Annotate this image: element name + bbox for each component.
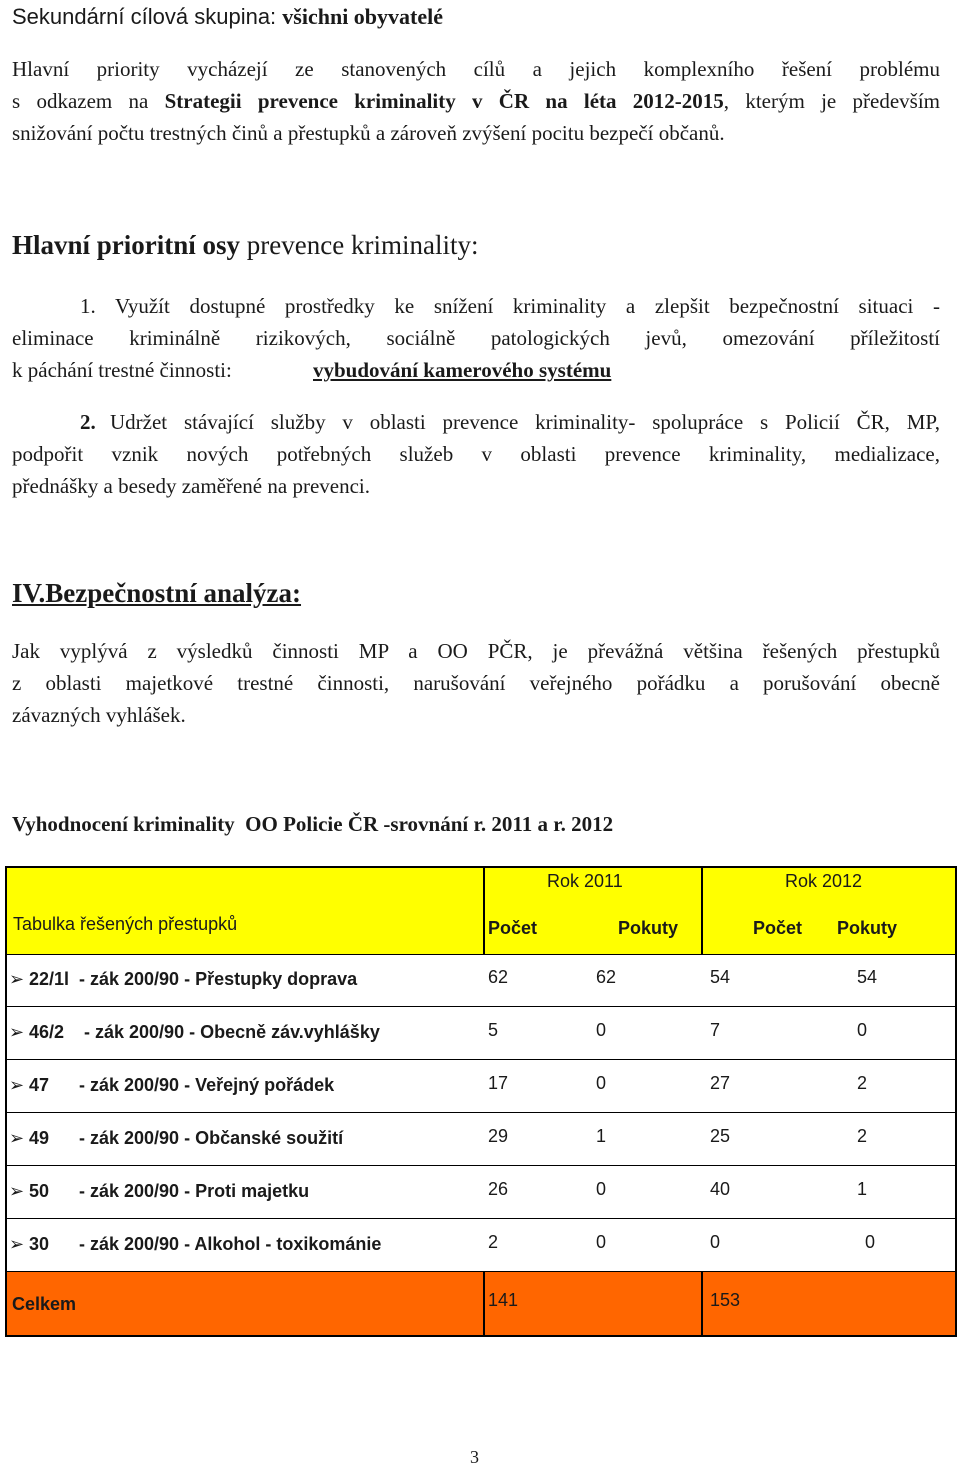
row-label <box>29 1075 334 1096</box>
axes-heading-normal: prevence kriminality: <box>246 230 479 260</box>
row-label <box>29 1234 381 1255</box>
row-2011-fines: 0 <box>596 1232 607 1252</box>
row-label <box>29 969 357 990</box>
row-2011-fines: 1 <box>596 1126 607 1146</box>
row-separator <box>7 1059 955 1060</box>
table-label: Tabulka řešených přestupků <box>13 914 238 934</box>
total-2012: 153 <box>710 1290 741 1310</box>
year-2012-header: Rok 2012 <box>785 871 863 891</box>
row-2011-count: 62 <box>488 967 509 987</box>
row-2012-fines: 0 <box>857 1020 868 1040</box>
row-code: 46/2 <box>29 1022 65 1042</box>
row-2011-fines: 62 <box>596 967 617 987</box>
header-separator <box>7 954 955 955</box>
row-2012-count: 40 <box>710 1179 731 1199</box>
page-number: 3 <box>470 1447 479 1467</box>
row-text: - zák 200/90 - Přestupky doprava <box>79 969 358 989</box>
row-2012-count: 54 <box>710 967 731 987</box>
total-row <box>7 1272 955 1335</box>
row-2012-count: 25 <box>710 1126 731 1146</box>
row-code: 50 <box>29 1181 50 1201</box>
offense-table <box>5 866 957 1337</box>
count-2012-header: Počet <box>753 918 803 938</box>
camera-system-link: vybudování kamerového systému <box>313 358 612 382</box>
intro-line-1: Hlavní priority vycházejí ze stanovených cílů a jejich komplexního řešení problému <box>12 57 940 81</box>
row-arrow-icon: ➢ <box>9 969 25 990</box>
strategy-name: Strategii prevence kriminality v ČR na léta 2012-2015 <box>164 89 724 113</box>
fines-2011-header: Pokuty <box>618 918 679 938</box>
row-2011-count: 29 <box>488 1126 509 1146</box>
row-2011-count: 17 <box>488 1073 509 1093</box>
row-label <box>29 1181 309 1202</box>
row-label <box>29 1022 380 1043</box>
row-label <box>29 1128 343 1149</box>
row-2012-fines: 54 <box>857 967 878 987</box>
row-2012-count: 0 <box>710 1232 721 1252</box>
fines-2012-header: Pokuty <box>837 918 898 938</box>
row-separator <box>7 1165 955 1166</box>
intro-line-2-pre: s odkazem na <box>12 89 165 113</box>
item2-number: 2. <box>80 410 96 434</box>
item2-line-3: přednášky a besedy zaměřené na prevenci. <box>12 474 370 498</box>
row-text: - zák 200/90 - Proti majetku <box>79 1181 310 1201</box>
row-2011-count: 26 <box>488 1179 509 1199</box>
count-2011-header: Počet <box>488 918 538 938</box>
row-arrow-icon: ➢ <box>9 1128 25 1149</box>
row-text: - zák 200/90 - Obecně záv.vyhlášky <box>79 1022 380 1042</box>
item1-line-3: k páchání trestné činnosti: <box>12 358 232 382</box>
total-label: Celkem <box>12 1294 77 1314</box>
row-2012-count: 27 <box>710 1073 731 1093</box>
axes-heading <box>12 230 478 261</box>
row-2012-fines: 0 <box>865 1232 876 1252</box>
row-separator <box>7 1112 955 1113</box>
row-2012-fines: 2 <box>857 1126 868 1146</box>
total-2011: 141 <box>488 1290 519 1310</box>
axes-heading-bold: Hlavní prioritní osy <box>12 230 247 260</box>
section-iv-line-2: z oblasti majetkové trestné činnosti, narušování veřejného pořádku a porušování obecně <box>12 671 940 695</box>
row-code: 47 <box>29 1075 50 1095</box>
row-2011-fines: 0 <box>596 1073 607 1093</box>
secondary-target-line <box>12 4 443 30</box>
intro-line-3: snižování počtu trestných činů a přestupků a zároveň zvýšení pocitu bezpečí občanů. <box>12 121 725 145</box>
row-arrow-icon: ➢ <box>9 1234 25 1255</box>
item1-line-2: eliminace kriminálně rizikových, sociálně patologických jevů, omezování příležitostí <box>12 326 940 350</box>
total-divider-1 <box>483 1272 485 1335</box>
row-2011-count: 2 <box>488 1232 499 1252</box>
section-iv-line-1: Jak vyplývá z výsledků činnosti MP a OO PČR, je převážná většina řešených přestupků <box>12 639 940 663</box>
section-iv-title: IV.Bezpečnostní analýza: <box>12 578 302 608</box>
section-iv-line-3: závazných vyhlášek. <box>12 703 186 727</box>
row-arrow-icon: ➢ <box>9 1181 25 1202</box>
row-2011-fines: 0 <box>596 1020 607 1040</box>
header-divider-1 <box>483 868 485 954</box>
row-code: 30 <box>29 1234 50 1254</box>
row-2012-count: 7 <box>710 1020 721 1040</box>
row-arrow-icon: ➢ <box>9 1022 25 1043</box>
row-arrow-icon: ➢ <box>9 1075 25 1096</box>
secondary-value: všichni obyvatelé <box>282 4 444 29</box>
total-divider-2 <box>701 1272 703 1335</box>
year-2011-header: Rok 2011 <box>547 871 623 891</box>
row-text: - zák 200/90 - Alkohol - toxikománie <box>79 1234 382 1254</box>
row-2011-count: 5 <box>488 1020 499 1040</box>
table-header-label-cell <box>7 868 483 954</box>
row-2011-fines: 0 <box>596 1179 607 1199</box>
row-2012-fines: 2 <box>857 1073 868 1093</box>
secondary-label: Sekundární cílová skupina: <box>12 4 283 29</box>
row-text: - zák 200/90 - Občanské soužití <box>79 1128 344 1148</box>
intro-line-2 <box>12 85 940 117</box>
row-separator <box>7 1218 955 1219</box>
item1-line-1: 1. Využít dostupné prostředky ke snížení kriminality a zlepšit bezpečnostní situaci - <box>80 294 940 318</box>
row-separator <box>7 1006 955 1007</box>
row-code: 49 <box>29 1128 50 1148</box>
row-text: - zák 200/90 - Veřejný pořádek <box>79 1075 335 1095</box>
row-2012-fines: 1 <box>857 1179 868 1199</box>
table-heading: Vyhodnocení kriminality OO Policie ČR -srovnání r. 2011 a r. 2012 <box>12 812 614 836</box>
intro-line-2-post: , kterým je především <box>723 89 940 113</box>
row-code: 22/1l <box>29 969 70 989</box>
header-divider-2 <box>701 868 703 954</box>
item2-line-2: podpořit vznik nových potřebných služeb v oblasti prevence kriminality, medializace, <box>12 442 940 466</box>
item2-line-1: Udržet stávající služby v oblasti prevence kriminality- spolupráce s Policií ČR, MP, <box>110 410 940 434</box>
